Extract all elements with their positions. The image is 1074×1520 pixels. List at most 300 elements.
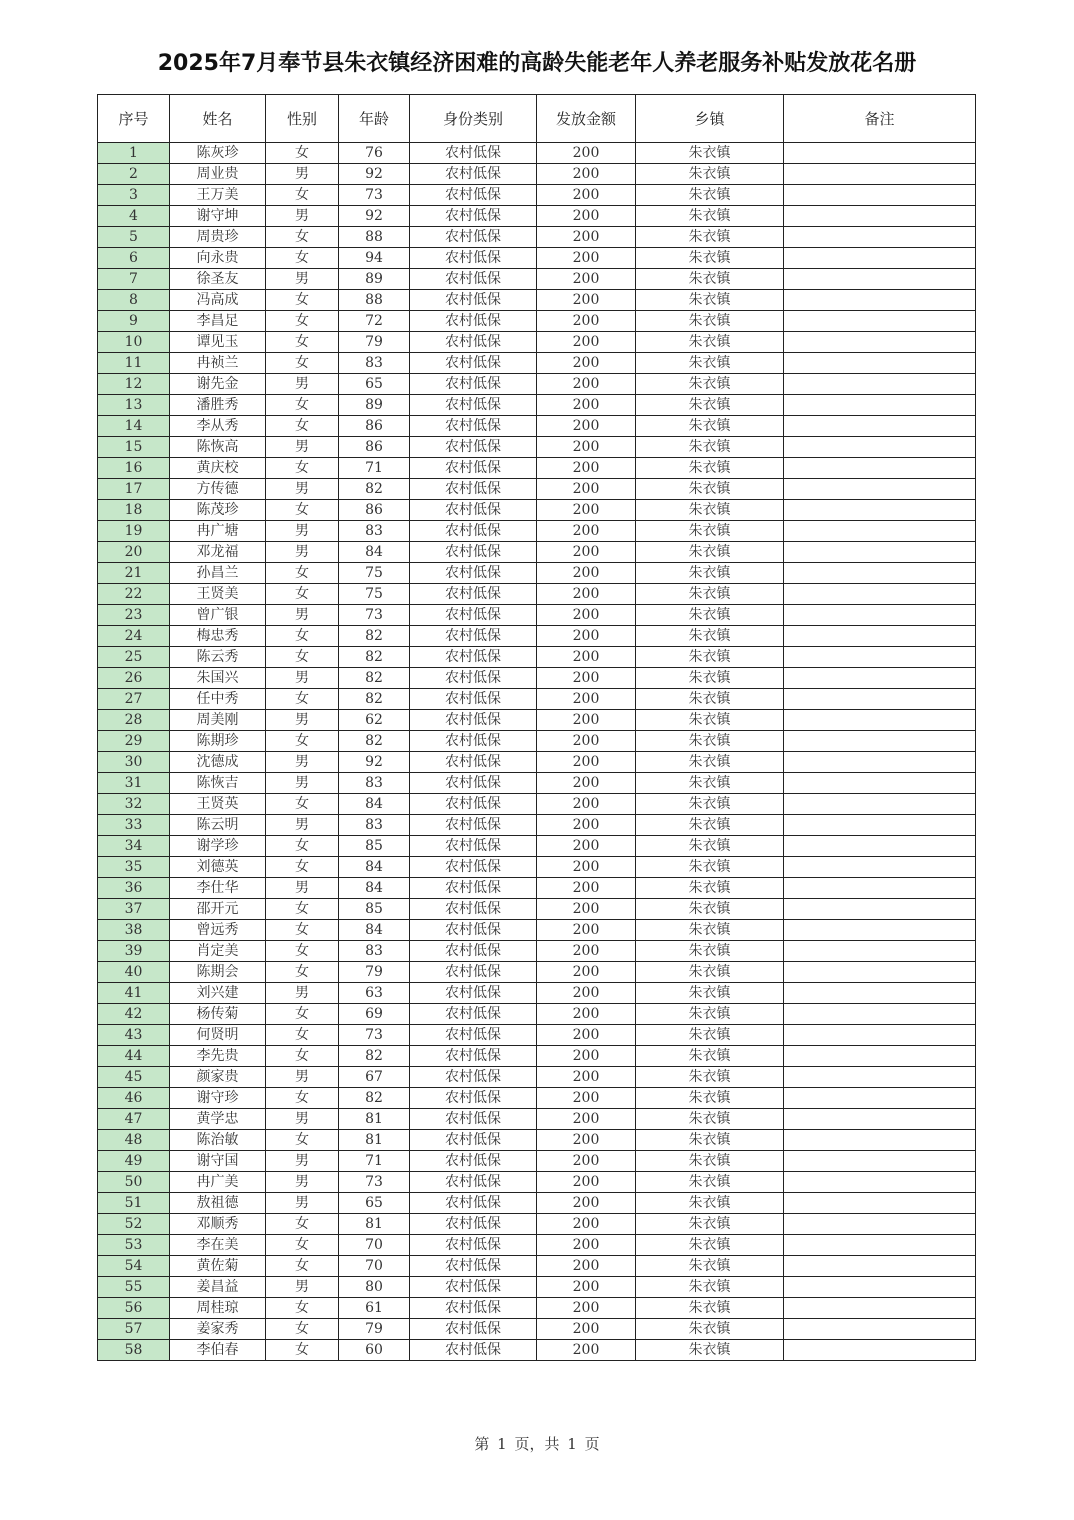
cell-remarks [784, 1067, 976, 1088]
cell-remarks [784, 1088, 976, 1109]
cell-age: 82 [339, 731, 410, 752]
cell-remarks [784, 794, 976, 815]
cell-seq: 38 [98, 920, 170, 941]
cell-township: 朱衣镇 [636, 1193, 784, 1214]
cell-identity-type: 农村低保 [410, 857, 537, 878]
cell-gender: 女 [266, 1130, 339, 1151]
cell-identity-type: 农村低保 [410, 1172, 537, 1193]
cell-gender: 男 [266, 983, 339, 1004]
cell-identity-type: 农村低保 [410, 311, 537, 332]
cell-name: 徐圣友 [170, 269, 266, 290]
cell-seq: 26 [98, 668, 170, 689]
cell-age: 88 [339, 290, 410, 311]
cell-amount: 200 [537, 332, 636, 353]
cell-identity-type: 农村低保 [410, 584, 537, 605]
cell-township: 朱衣镇 [636, 479, 784, 500]
cell-township: 朱衣镇 [636, 815, 784, 836]
cell-seq: 3 [98, 185, 170, 206]
table-row [98, 1025, 976, 1046]
cell-age: 84 [339, 878, 410, 899]
cell-identity-type: 农村低保 [410, 353, 537, 374]
cell-remarks [784, 647, 976, 668]
cell-remarks [784, 1004, 976, 1025]
cell-township: 朱衣镇 [636, 899, 784, 920]
cell-seq: 53 [98, 1235, 170, 1256]
cell-age: 83 [339, 773, 410, 794]
cell-name: 肖定美 [170, 941, 266, 962]
cell-seq: 51 [98, 1193, 170, 1214]
cell-township: 朱衣镇 [636, 1025, 784, 1046]
cell-gender: 男 [266, 1151, 339, 1172]
table-row [98, 1319, 976, 1340]
cell-gender: 女 [266, 353, 339, 374]
cell-name: 黄庆校 [170, 458, 266, 479]
table-row [98, 563, 976, 584]
cell-seq: 15 [98, 437, 170, 458]
cell-seq: 14 [98, 416, 170, 437]
cell-seq: 10 [98, 332, 170, 353]
cell-gender: 女 [266, 920, 339, 941]
cell-township: 朱衣镇 [636, 437, 784, 458]
cell-amount: 200 [537, 1340, 636, 1361]
cell-name: 谢学珍 [170, 836, 266, 857]
cell-remarks [784, 248, 976, 269]
cell-age: 73 [339, 1025, 410, 1046]
cell-seq: 42 [98, 1004, 170, 1025]
cell-identity-type: 农村低保 [410, 1067, 537, 1088]
cell-township: 朱衣镇 [636, 311, 784, 332]
cell-identity-type: 农村低保 [410, 752, 537, 773]
cell-seq: 5 [98, 227, 170, 248]
cell-seq: 50 [98, 1172, 170, 1193]
table-header-row [98, 95, 976, 143]
cell-seq: 47 [98, 1109, 170, 1130]
table-row [98, 437, 976, 458]
table-row [98, 1004, 976, 1025]
cell-gender: 女 [266, 647, 339, 668]
cell-name: 曾远秀 [170, 920, 266, 941]
cell-seq: 32 [98, 794, 170, 815]
cell-seq: 54 [98, 1256, 170, 1277]
cell-name: 黄学忠 [170, 1109, 266, 1130]
table-row [98, 185, 976, 206]
cell-name: 陈期珍 [170, 731, 266, 752]
roster-table [97, 94, 976, 1361]
cell-name: 李从秀 [170, 416, 266, 437]
table-row [98, 248, 976, 269]
table-row [98, 647, 976, 668]
table-row [98, 269, 976, 290]
cell-name: 朱国兴 [170, 668, 266, 689]
cell-amount: 200 [537, 1214, 636, 1235]
cell-age: 86 [339, 500, 410, 521]
cell-township: 朱衣镇 [636, 164, 784, 185]
cell-identity-type: 农村低保 [410, 521, 537, 542]
cell-amount: 200 [537, 479, 636, 500]
cell-remarks [784, 185, 976, 206]
cell-name: 李在美 [170, 1235, 266, 1256]
table-row [98, 1151, 976, 1172]
cell-gender: 男 [266, 542, 339, 563]
cell-remarks [784, 857, 976, 878]
cell-amount: 200 [537, 437, 636, 458]
cell-amount: 200 [537, 311, 636, 332]
table-row [98, 752, 976, 773]
table-row [98, 1298, 976, 1319]
cell-seq: 28 [98, 710, 170, 731]
table-row [98, 794, 976, 815]
table-row [98, 689, 976, 710]
cell-amount: 200 [537, 1319, 636, 1340]
cell-amount: 200 [537, 878, 636, 899]
cell-name: 李先贵 [170, 1046, 266, 1067]
cell-identity-type: 农村低保 [410, 542, 537, 563]
cell-identity-type: 农村低保 [410, 1319, 537, 1340]
cell-name: 邓顺秀 [170, 1214, 266, 1235]
cell-age: 71 [339, 1151, 410, 1172]
cell-seq: 57 [98, 1319, 170, 1340]
cell-seq: 48 [98, 1130, 170, 1151]
cell-name: 潘胜秀 [170, 395, 266, 416]
cell-township: 朱衣镇 [636, 962, 784, 983]
header-remarks: 备注 [784, 95, 976, 143]
cell-seq: 44 [98, 1046, 170, 1067]
cell-township: 朱衣镇 [636, 983, 784, 1004]
cell-township: 朱衣镇 [636, 395, 784, 416]
cell-remarks [784, 269, 976, 290]
cell-amount: 200 [537, 689, 636, 710]
cell-gender: 男 [266, 206, 339, 227]
cell-amount: 200 [537, 1235, 636, 1256]
cell-remarks [784, 731, 976, 752]
cell-township: 朱衣镇 [636, 857, 784, 878]
cell-name: 邓龙福 [170, 542, 266, 563]
cell-township: 朱衣镇 [636, 1088, 784, 1109]
cell-age: 75 [339, 563, 410, 584]
cell-remarks [784, 584, 976, 605]
cell-name: 陈灰珍 [170, 143, 266, 164]
table-row [98, 458, 976, 479]
cell-identity-type: 农村低保 [410, 1214, 537, 1235]
cell-name: 向永贵 [170, 248, 266, 269]
cell-identity-type: 农村低保 [410, 248, 537, 269]
cell-age: 67 [339, 1067, 410, 1088]
table-row [98, 899, 976, 920]
cell-amount: 200 [537, 647, 636, 668]
cell-name: 周贵珍 [170, 227, 266, 248]
table-row [98, 962, 976, 983]
cell-remarks [784, 710, 976, 731]
table-row [98, 143, 976, 164]
cell-name: 陈恢高 [170, 437, 266, 458]
cell-township: 朱衣镇 [636, 941, 784, 962]
cell-age: 79 [339, 332, 410, 353]
cell-remarks [784, 1340, 976, 1361]
cell-township: 朱衣镇 [636, 1109, 784, 1130]
cell-identity-type: 农村低保 [410, 815, 537, 836]
cell-seq: 9 [98, 311, 170, 332]
cell-age: 70 [339, 1256, 410, 1277]
cell-township: 朱衣镇 [636, 731, 784, 752]
cell-gender: 女 [266, 1298, 339, 1319]
cell-age: 83 [339, 815, 410, 836]
cell-identity-type: 农村低保 [410, 437, 537, 458]
table-row [98, 1277, 976, 1298]
cell-remarks [784, 458, 976, 479]
cell-name: 李昌足 [170, 311, 266, 332]
cell-seq: 37 [98, 899, 170, 920]
cell-gender: 女 [266, 311, 339, 332]
cell-gender: 女 [266, 185, 339, 206]
cell-identity-type: 农村低保 [410, 668, 537, 689]
table-row [98, 857, 976, 878]
cell-remarks [784, 1277, 976, 1298]
cell-identity-type: 农村低保 [410, 290, 537, 311]
header-name: 姓名 [170, 95, 266, 143]
cell-age: 84 [339, 920, 410, 941]
cell-identity-type: 农村低保 [410, 416, 537, 437]
cell-amount: 200 [537, 1004, 636, 1025]
cell-amount: 200 [537, 1172, 636, 1193]
cell-name: 黄佐菊 [170, 1256, 266, 1277]
cell-identity-type: 农村低保 [410, 1193, 537, 1214]
cell-age: 81 [339, 1214, 410, 1235]
cell-amount: 200 [537, 374, 636, 395]
table-row [98, 521, 976, 542]
cell-remarks [784, 500, 976, 521]
table-row [98, 1088, 976, 1109]
cell-age: 69 [339, 1004, 410, 1025]
cell-gender: 女 [266, 143, 339, 164]
cell-identity-type: 农村低保 [410, 1025, 537, 1046]
cell-remarks [784, 1046, 976, 1067]
cell-remarks [784, 416, 976, 437]
cell-gender: 女 [266, 1088, 339, 1109]
cell-remarks [784, 1256, 976, 1277]
header-amount: 发放金额 [537, 95, 636, 143]
cell-age: 62 [339, 710, 410, 731]
cell-identity-type: 农村低保 [410, 1130, 537, 1151]
cell-township: 朱衣镇 [636, 626, 784, 647]
cell-township: 朱衣镇 [636, 1319, 784, 1340]
cell-gender: 女 [266, 962, 339, 983]
cell-seq: 6 [98, 248, 170, 269]
cell-identity-type: 农村低保 [410, 1298, 537, 1319]
cell-township: 朱衣镇 [636, 1277, 784, 1298]
cell-remarks [784, 689, 976, 710]
cell-seq: 45 [98, 1067, 170, 1088]
cell-name: 刘德英 [170, 857, 266, 878]
cell-amount: 200 [537, 542, 636, 563]
cell-seq: 4 [98, 206, 170, 227]
table-row [98, 1067, 976, 1088]
table-row [98, 479, 976, 500]
cell-township: 朱衣镇 [636, 227, 784, 248]
cell-amount: 200 [537, 500, 636, 521]
table-row [98, 374, 976, 395]
cell-seq: 41 [98, 983, 170, 1004]
cell-identity-type: 农村低保 [410, 269, 537, 290]
cell-seq: 58 [98, 1340, 170, 1361]
table-row [98, 710, 976, 731]
cell-seq: 49 [98, 1151, 170, 1172]
cell-remarks [784, 374, 976, 395]
cell-gender: 男 [266, 815, 339, 836]
cell-amount: 200 [537, 731, 636, 752]
cell-remarks [784, 521, 976, 542]
cell-amount: 200 [537, 815, 636, 836]
cell-amount: 200 [537, 1130, 636, 1151]
cell-remarks [784, 836, 976, 857]
cell-amount: 200 [537, 227, 636, 248]
cell-remarks [784, 941, 976, 962]
cell-amount: 200 [537, 857, 636, 878]
cell-gender: 女 [266, 836, 339, 857]
cell-identity-type: 农村低保 [410, 794, 537, 815]
cell-remarks [784, 143, 976, 164]
cell-seq: 30 [98, 752, 170, 773]
table-row [98, 353, 976, 374]
cell-age: 65 [339, 374, 410, 395]
cell-township: 朱衣镇 [636, 248, 784, 269]
table-row [98, 605, 976, 626]
cell-seq: 11 [98, 353, 170, 374]
cell-identity-type: 农村低保 [410, 1151, 537, 1172]
cell-amount: 200 [537, 584, 636, 605]
cell-gender: 女 [266, 1235, 339, 1256]
cell-amount: 200 [537, 794, 636, 815]
cell-gender: 男 [266, 773, 339, 794]
cell-age: 79 [339, 1319, 410, 1340]
cell-seq: 27 [98, 689, 170, 710]
cell-amount: 200 [537, 962, 636, 983]
cell-amount: 200 [537, 1277, 636, 1298]
cell-township: 朱衣镇 [636, 143, 784, 164]
cell-remarks [784, 395, 976, 416]
cell-amount: 200 [537, 899, 636, 920]
cell-township: 朱衣镇 [636, 920, 784, 941]
cell-amount: 200 [537, 605, 636, 626]
cell-township: 朱衣镇 [636, 185, 784, 206]
cell-identity-type: 农村低保 [410, 332, 537, 353]
cell-age: 85 [339, 899, 410, 920]
cell-name: 李伯春 [170, 1340, 266, 1361]
table-row [98, 1046, 976, 1067]
cell-township: 朱衣镇 [636, 836, 784, 857]
table-row [98, 815, 976, 836]
cell-gender: 女 [266, 248, 339, 269]
cell-identity-type: 农村低保 [410, 479, 537, 500]
cell-gender: 女 [266, 1004, 339, 1025]
table-row [98, 1130, 976, 1151]
cell-seq: 7 [98, 269, 170, 290]
cell-township: 朱衣镇 [636, 374, 784, 395]
cell-remarks [784, 353, 976, 374]
cell-township: 朱衣镇 [636, 647, 784, 668]
cell-remarks [784, 1298, 976, 1319]
cell-gender: 男 [266, 164, 339, 185]
cell-name: 任中秀 [170, 689, 266, 710]
header-identity-type: 身份类别 [410, 95, 537, 143]
cell-amount: 200 [537, 143, 636, 164]
cell-age: 82 [339, 647, 410, 668]
cell-identity-type: 农村低保 [410, 1088, 537, 1109]
cell-name: 周业贵 [170, 164, 266, 185]
table-row [98, 773, 976, 794]
cell-name: 王万美 [170, 185, 266, 206]
cell-age: 84 [339, 857, 410, 878]
cell-gender: 男 [266, 710, 339, 731]
cell-amount: 200 [537, 458, 636, 479]
cell-identity-type: 农村低保 [410, 1109, 537, 1130]
cell-gender: 女 [266, 584, 339, 605]
table-row [98, 626, 976, 647]
cell-gender: 女 [266, 1025, 339, 1046]
cell-name: 方传德 [170, 479, 266, 500]
cell-name: 邵开元 [170, 899, 266, 920]
cell-amount: 200 [537, 206, 636, 227]
cell-remarks [784, 773, 976, 794]
cell-amount: 200 [537, 1088, 636, 1109]
cell-gender: 女 [266, 941, 339, 962]
cell-name: 孙昌兰 [170, 563, 266, 584]
cell-township: 朱衣镇 [636, 332, 784, 353]
cell-age: 60 [339, 1340, 410, 1361]
cell-name: 敖祖德 [170, 1193, 266, 1214]
cell-age: 81 [339, 1109, 410, 1130]
table-row [98, 1235, 976, 1256]
cell-seq: 1 [98, 143, 170, 164]
cell-name: 陈茂珍 [170, 500, 266, 521]
table-row [98, 836, 976, 857]
cell-seq: 24 [98, 626, 170, 647]
page-footer: 第 1 页，共 1 页 [474, 1435, 600, 1453]
cell-gender: 女 [266, 416, 339, 437]
cell-name: 冯高成 [170, 290, 266, 311]
cell-township: 朱衣镇 [636, 1067, 784, 1088]
cell-township: 朱衣镇 [636, 206, 784, 227]
cell-identity-type: 农村低保 [410, 899, 537, 920]
cell-gender: 女 [266, 857, 339, 878]
cell-township: 朱衣镇 [636, 458, 784, 479]
cell-age: 81 [339, 1130, 410, 1151]
cell-age: 82 [339, 626, 410, 647]
cell-gender: 女 [266, 731, 339, 752]
cell-township: 朱衣镇 [636, 1004, 784, 1025]
cell-age: 72 [339, 311, 410, 332]
cell-age: 92 [339, 206, 410, 227]
cell-name: 曾广银 [170, 605, 266, 626]
cell-age: 86 [339, 437, 410, 458]
cell-amount: 200 [537, 941, 636, 962]
cell-amount: 200 [537, 269, 636, 290]
cell-identity-type: 农村低保 [410, 1277, 537, 1298]
cell-age: 83 [339, 353, 410, 374]
cell-name: 王贤英 [170, 794, 266, 815]
cell-age: 79 [339, 962, 410, 983]
cell-gender: 女 [266, 1319, 339, 1340]
cell-seq: 43 [98, 1025, 170, 1046]
cell-township: 朱衣镇 [636, 689, 784, 710]
cell-gender: 女 [266, 689, 339, 710]
table-row [98, 983, 976, 1004]
cell-amount: 200 [537, 710, 636, 731]
cell-amount: 200 [537, 752, 636, 773]
cell-remarks [784, 1172, 976, 1193]
cell-identity-type: 农村低保 [410, 395, 537, 416]
cell-seq: 36 [98, 878, 170, 899]
cell-age: 75 [339, 584, 410, 605]
